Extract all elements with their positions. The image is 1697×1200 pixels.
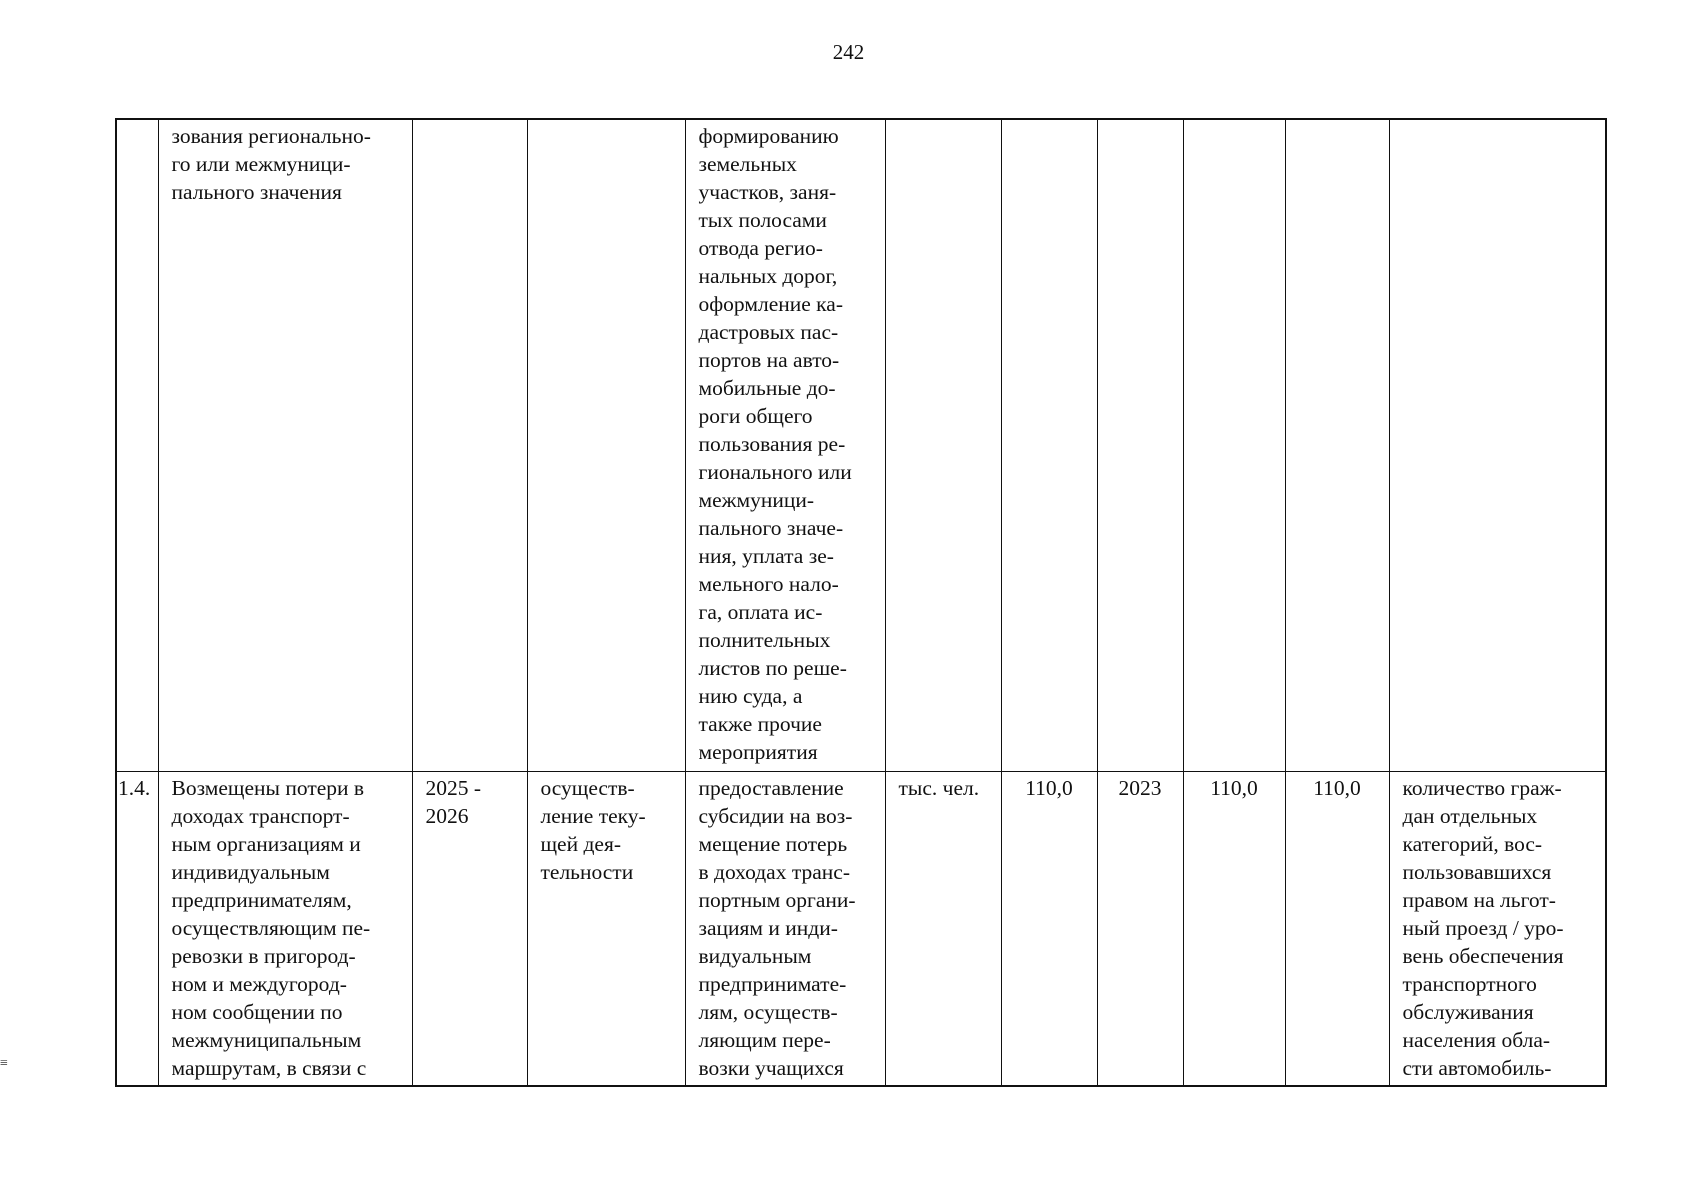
cell-base-value: 110,0 xyxy=(1001,771,1097,1086)
cell-base-year: 2023 xyxy=(1097,771,1183,1086)
page-number: 242 xyxy=(832,40,865,64)
cell-unit xyxy=(885,119,1001,771)
cell-number: 1.4. xyxy=(116,771,158,1086)
cell-value-1: 110,0 xyxy=(1183,771,1285,1086)
cell-indicator xyxy=(1389,119,1606,771)
cell-indicator: количество граж- дан отдельных категорий, вос- пользовавшихся правом на льгот- ный проезд / уро- вень обеспечения транспортного обслуживания населения обла- сти автомобиль- xyxy=(1389,771,1606,1086)
cell-value-2: 110,0 xyxy=(1285,771,1389,1086)
cell-value-2 xyxy=(1285,119,1389,771)
cell-value-1 xyxy=(1183,119,1285,771)
scan-edge-mark: ≡ xyxy=(0,1056,8,1071)
cell-unit: тыс. чел. xyxy=(885,771,1001,1086)
cell-name: Возмещены потери в доходах транспорт- ным организациям и индивидуальным предпринимателям, осуществляющим пе- ревозки в пригород- ном и междугород- ном сообщении по межмуниципальным маршрутам, в связи с xyxy=(158,771,412,1086)
cell-name: зования регионально- го или межмуници- пального значения xyxy=(158,119,412,771)
cell-period: 2025 - 2026 xyxy=(412,771,527,1086)
cell-type xyxy=(527,119,685,771)
measures-table xyxy=(115,118,1607,1087)
cell-description: предоставление субсидии на воз- мещение потерь в доходах транс- портным органи- зациям и инди- видуальным предпринимате- лям, осуществ- ляющим пере- возки учащихся xyxy=(685,771,885,1086)
cell-base-value xyxy=(1001,119,1097,771)
cell-period xyxy=(412,119,527,771)
cell-base-year xyxy=(1097,119,1183,771)
cell-number xyxy=(116,119,158,771)
cell-description: формированию земельных участков, заня- тых полосами отвода регио- нальных дорог, оформление ка- дастровых пас- портов на авто- мобильные до- роги общего пользования ре- гионального или межмуници- пального значе- ния, уплата зе- мельного нало- га, оплата ис- полнительных листов по реше- нию суда, а также прочие мероприятия xyxy=(685,119,885,771)
table-row xyxy=(116,771,1606,1086)
table-row xyxy=(116,119,1606,771)
cell-type: осуществ- ление теку- щей дея- тельности xyxy=(527,771,685,1086)
